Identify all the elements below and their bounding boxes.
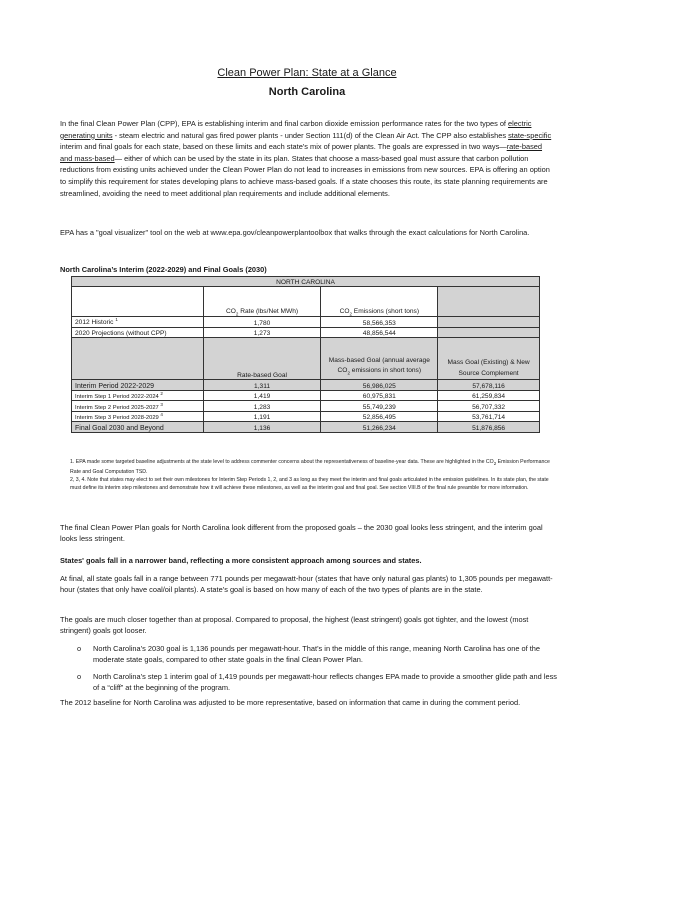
table-row: Final Goal 2030 and Beyond 1,136 51,266,234 51,876,856 [72,422,540,433]
table-row: Interim Period 2022-2029 1,311 56,986,025 57,678,116 [72,380,540,391]
document-title: Clean Power Plan: State at a Glance [217,67,397,79]
intro-paragraph: In the final Clean Power Plan (CPP), EPA is establishing interim and final carbon dioxide emission performance rates for the two types of electric generating units - steam electric and natural gas fired power plants - under Section 111(d) of the Clean Air Act. The CPP also establishes state-specific interim and final goals for each state, based on these limits and each state’s mix of power plants. The goals are expressed in two ways—rate-based and mass-based— either of which can be used by the state in its plan. States that choose a mass-based goal must assure that carbon pollution reductions from existing units achieved under the Clean Power Plan do not lead to increases in emissions from new sources. EPA is offering an option to simplify this requirement for states developing plans to achieve mass-based goals. If a state chooses this route, its state planning requirements are streamlined, avoiding the need to meet additional plan requirements and include additional elements. [60,119,552,198]
row-label: 2012 Historic $^1$ [72,317,204,328]
bullet-marker: o [77,672,82,681]
state-name: North Carolina [268,86,346,98]
egu-link[interactable]: electric generating units [60,119,532,140]
table-state-header: NORTH CAROLINA [72,277,540,287]
col-mass-goal: Mass-based Goal (annual average $CO_2$ emissions in short tons) [321,338,438,380]
table-row: 2020 Projections (without CPP) 1,273 48,856,544 [72,327,540,338]
footnote-1: 1. EPA made some targeted baseline adjustments at the state level to address commenter concerns about the representativeness of baseline-year data. These are highlighted in the CO2 Emission Performance Rate and Goal Computation TSD. [70,459,550,476]
rate-mass-link[interactable]: rate-based and mass-based [60,142,543,163]
goals-table [71,276,540,433]
table-row: Interim Step 2 Period 2025-2027 $^3$ 1,283 55,749,239 56,707,332 [72,401,540,412]
col-co2-rate: $CO_2$ Rate (lbs/Net MWh) [203,287,321,317]
range-paragraph: At final, all state goals fall in a range between 771 pounds per megawatt-hour (states that have only natural gas plants) to 1,305 pounds per megawatt-hour (states that only have coal/oil plants). A state’s goal is based on how many of each of the two types of plants are in the state. [60,574,553,594]
proposal-paragraph: The goals are much closer together than at proposal. Compared to proposal, the highest (least stringent) goals got tighter, and the lowest (most stringent) goals got looser. [60,615,529,635]
baseline-paragraph: The 2012 baseline for North Carolina was adjusted to be more representative, based on information that came in during the comment period. [60,698,521,707]
section-heading: States' goals fall in a narrower band, reflecting a more consistent approach among sources and states. [60,556,422,565]
row-label: 2020 Projections (without CPP) [72,327,204,338]
table-row: Interim Step 1 Period 2022-2024 $^2$ 1,419 60,975,831 61,259,834 [72,390,540,401]
table-title: North Carolina’s Interim (2022-2029) and Final Goals (2030) [60,265,267,274]
col-rate-goal: Rate-based Goal [203,338,321,380]
comparison-paragraph: The final Clean Power Plan goals for North Carolina look different from the proposed goals – the 2030 goal looks less stringent, and the interim goal looks less stringent. [60,523,543,543]
table-row: Interim Step 3 Period 2028-2029 $^4$ 1,191 52,856,495 53,761,714 [72,411,540,422]
footnote-2: 2, 3, 4. Note that states may elect to set their own milestones for Interim Step Periods 1, 2, and 3 as long as they meet the interim and final goals articulated in the emission guidelines. In its state plan, the state must define its interim step milestones and demonstrate how it will achieve these milestones, as well as the interim goal and final goal. See section VIII.B of the final rule preamble for more information. [70,477,549,492]
bullet-step1-goal: o North Carolina’s step 1 interim goal of 1,419 pounds per megawatt-hour reflects changes EPA made to provide a smoother glide path and less of a “cliff” at the beginning of the program. [77,672,557,692]
state-specific-link[interactable]: state-specific [508,130,552,140]
col-mass-complement: Mass Goal (Existing) & New Source Complement [438,338,540,380]
bullet-marker: o [77,644,82,653]
goal-visualizer-paragraph: EPA has a "goal visualizer" tool on the web at www.epa.gov/cleanpowerplantoolbox that walks through the exact calculations for North Carolina. [60,228,530,237]
col-co2-emissions: $CO_2$ Emissions (short tons) [321,287,438,317]
table-row: 2012 Historic $^1$ 1,780 58,566,353 [72,317,540,328]
bullet-2030-goal: o North Carolina’s 2030 goal is 1,136 pounds per megawatt-hour. That’s in the middle of this range, meaning North Carolina has one of the moderate state goals, compared to other state goals in the final Clean Power Plan. [77,644,540,664]
